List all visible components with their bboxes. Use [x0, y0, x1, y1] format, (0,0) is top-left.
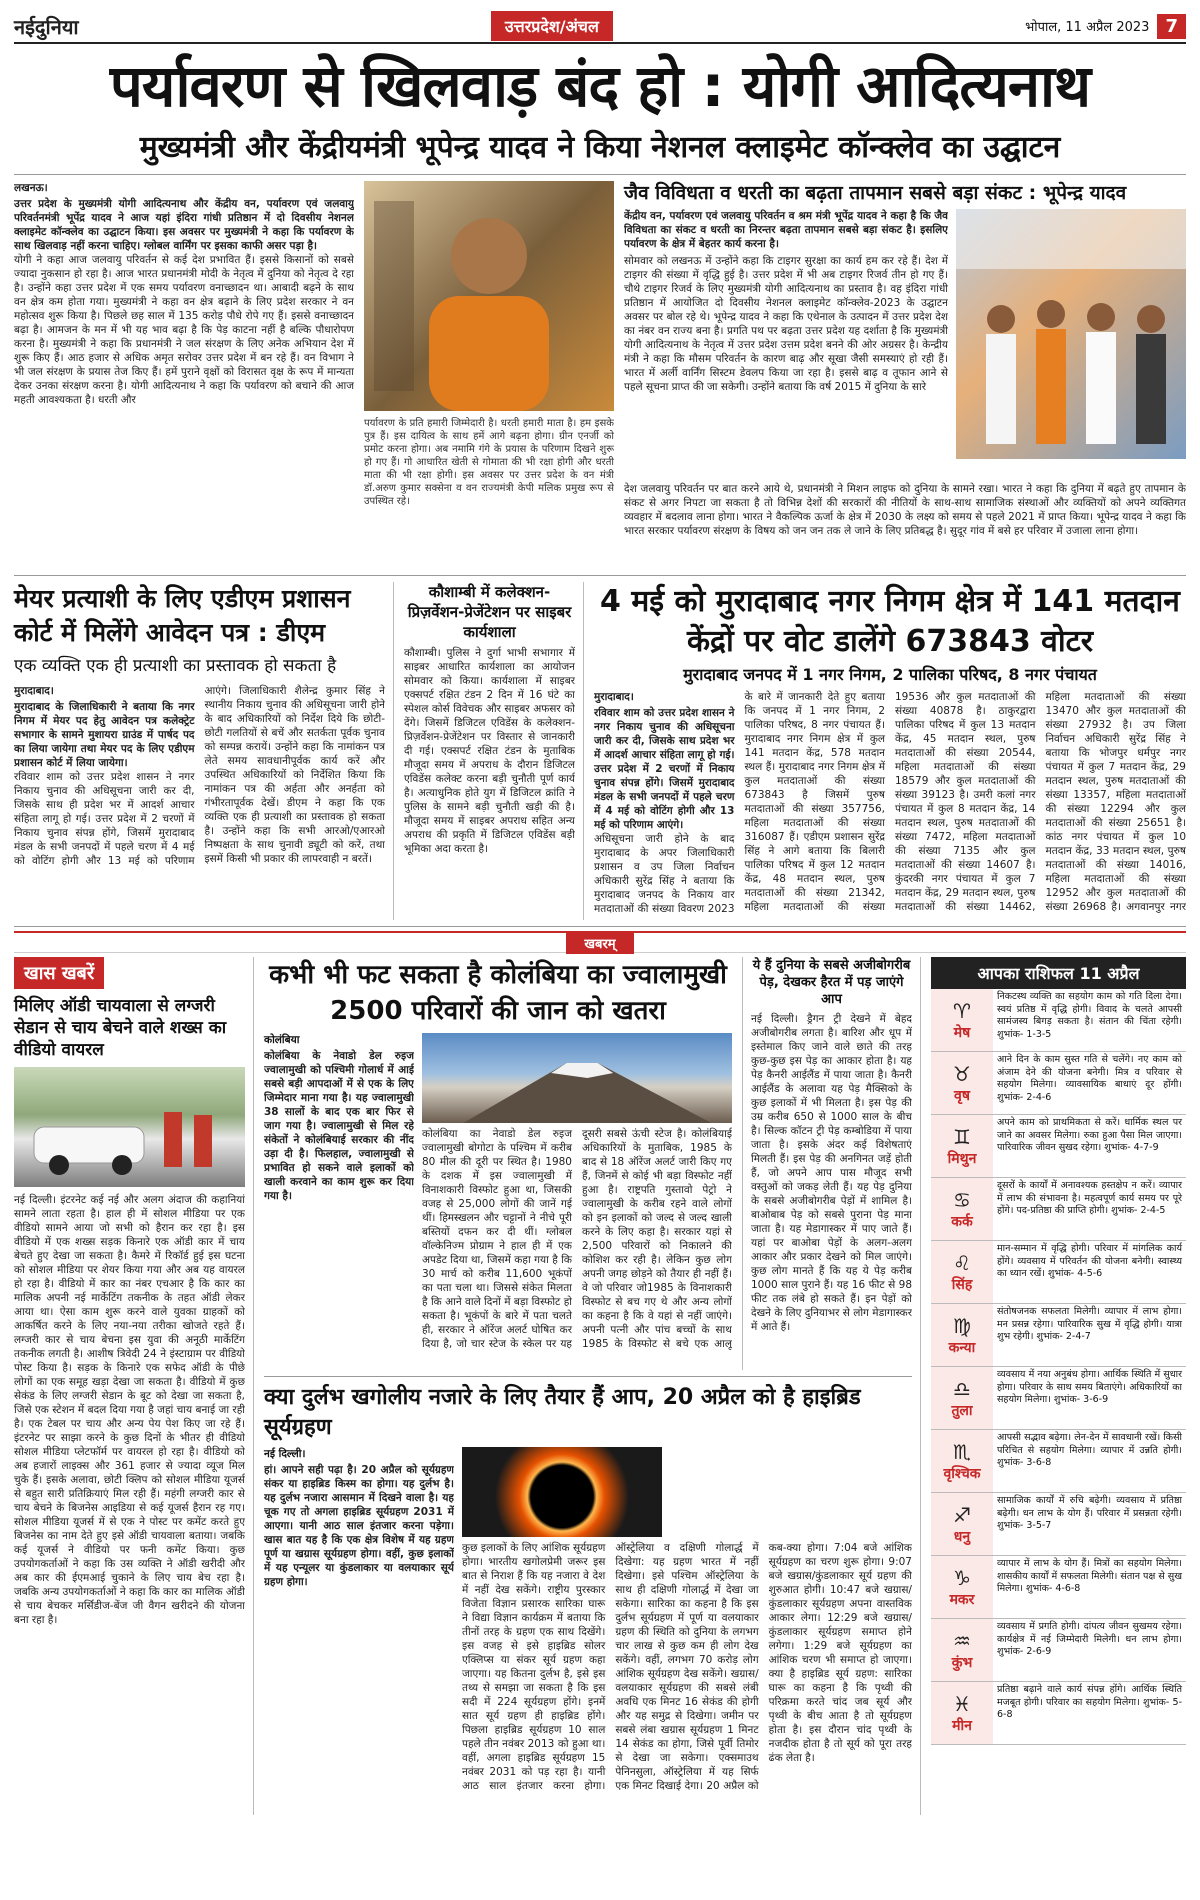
rashi-label	[931, 1619, 993, 1681]
rashifal-title: आपका राशिफल 11 अप्रैल	[931, 957, 1186, 989]
rashi-name: मेष	[953, 1024, 971, 1041]
lead-story-left	[14, 181, 354, 569]
side-body-2: देश जलवायु परिवर्तन पर बात करने आये थे, प्रधानमंत्री ने मिशन लाइफ को दुनिया के सामने रखा। भारत ने कहा कि दुनिया में बढ़ते हुए तापमान के संकट से अगर निपटा जा सकता है तो विभिन्न देशों की सरकारों की नीतियों के साथ-साथ सामाजिक संस्थाओं और व्यक्तियों को अपने व्यक्तिगत व्यवहार में बदलाव लाना होगा। भारत ने वैकल्पिक ऊर्जा के क्षेत्र में 2030 के लक्ष्य को समय से पहले 2021 में प्राप्त किया। भूपेन्द्र यादव ने कहा कि भारत सरकार पर्यावरण संरक्षण के विषय को जन जन तक ले जाने के लिए प्रतिबद्ध है। सुदूर गांव में बसे हर परिवार में उजाला लाना होगा।	[624, 483, 1186, 537]
eclipse-dateline: नई दिल्ली।	[264, 1448, 306, 1460]
rashi-row	[931, 1619, 1186, 1682]
zodiac-icon: ♊	[953, 1124, 971, 1149]
rashi-name: कर्क	[951, 1213, 973, 1230]
zodiac-icon: ♑	[953, 1565, 971, 1590]
rashi-text: आने दिन के काम सुस्त गति से चलेंगे। नए काम को अंजाम देने की योजना बनेगी। मित्र व परिवार से सहयोग मिलेगा। व्यावसायिक बाधाएं दूर होंगी। शुभांक- 2-4-6	[997, 1054, 1182, 1103]
zodiac-icon: ♓	[953, 1691, 971, 1716]
section-tag: उत्तरप्रदेश/अंचल	[491, 11, 613, 41]
volcano-story	[264, 957, 732, 1370]
rashi-name: मिथुन	[947, 1150, 977, 1167]
rashi-name: कुंभ	[951, 1654, 973, 1671]
audi-tea-photo	[14, 1067, 245, 1187]
rashi-name: धनु	[953, 1528, 971, 1545]
lead-intro: उत्तर प्रदेश के मुख्यमंत्री योगी आदित्यनाथ और केंद्रीय वन, पर्यावरण एवं जलवायु परिवर्तनमंत्री भूपेंद्र यादव ने आज यहां इंदिरा गांधी प्रतिष्ठान में दो दिवसीय नेशनल क्लाइमेट कॉन्क्लेव का उद्घाटन किया। इस अवसर पर मुख्यमंत्री ने कहा कि पर्यावरण के साथ खिलवाड़ नहीं करना चाहिए। ग्लोबल वार्मिंग पर इसका काफी असर पड़ा है।	[14, 198, 354, 252]
bottom-section	[14, 957, 1186, 1815]
rashi-row	[931, 1178, 1186, 1241]
zodiac-icon: ♋	[953, 1187, 971, 1212]
mayor-dateline: मुरादाबाद।	[14, 685, 54, 697]
rashi-row	[931, 1430, 1186, 1493]
tree-body: नई दिल्ली। ड्रैगन ट्री देखने में बेहद अजीबोगरीब लगता है। बारिश और धूप में इस्तेमाल किए जाने वाले छाते की तरह कुछ-कुछ इस पेड़ का आकार होता है। यह पेड़ कैनरी आईलैंड में पाया जाता है। कैनरी आईलैंड के अलावा यह पेड़ मैक्सिको के कुछ इलाकों में भी मिलता है। इस पेड़ की उम्र करीब 650 से 1000 साल के बीच है। सिल्क कॉटन ट्री पेड़ कम्बोडिया में पाया जाता है। इसके अंदर कई विशेषताएं मिलती हैं। इस पेड़ की अनगिनत जड़ें होती हैं, जो अपने आप पास मौजूद सभी वस्तुओं को जकड़ लेती हैं। यह पेड़ दुनिया के सबसे अजीबोगरीब पेड़ों में शामिल है। बाओबाब पेड़ को सबसे पुराना पेड़ माना जाता है। यह मेडागास्कर में पाए जाते हैं। यहां पर बाओबा पेड़ों के अलग-अलग आकार और प्रकार देखने को मिल जाएंगे। कुछ लोग मानते हैं कि यह ये पेड़ करीब 1000 साल पुराने हैं। यह 16 फीट से 98 फीट तक लंबे हो सकते हैं। इन पेड़ों को देखने के लिए दुनियाभर से लोग मेडागास्कर में आते हैं।	[751, 1013, 912, 1333]
mayor-text	[14, 684, 385, 908]
rashi-row	[931, 1052, 1186, 1115]
second-tier	[14, 582, 1186, 927]
rashi-row	[931, 1115, 1186, 1178]
rashi-text: अपने काम को प्राथमिकता से करें। धार्मिक स्थल पर जाने का अवसर मिलेगा। रुका हुआ पैसा मिल जाएगा। पारिवारिक जीवन सुखद रहेगा। शुभांक- 4-7-9	[997, 1117, 1182, 1153]
rashi-text: व्यवसाय में प्रगति होगी। दांपत्य जीवन सुखमय रहेगा। कार्यक्षेत्र में नई जिम्मेदारी मिलेगी। धन लाभ होगा। शुभांक- 2-6-9	[997, 1621, 1182, 1657]
lead-body: योगी ने कहा आज जलवायु परिवर्तन से कई देश प्रभावित हैं। इससे किसानों को सबसे ज्यादा नुकसान हो रहा है। आज भारत प्रधानमंत्री मोदी के नेतृत्व में दुनिया को नेतृत्व दे रहा है। उन्होंने कहा उत्तर प्रदेश में एक समय पर्यावरण वनाच्छादन था। आबादी बढ़ने के साथ वन क्षेत्र कम होता गया। मुख्यमंत्री ने कहा वन क्षेत्र बढ़ाने के लिए प्रदेश सरकार ने वन महोत्सव शुरू किया है। पिछले छह साल में 135 करोड़ पौधे रोपे गए हैं। इससे वनाच्छादन बढ़ा है। आमजन के मन में भी यह भाव बढ़ा है कि पेड़ काटना नहीं है बल्कि पौधारोपण करना है। मुख्यमंत्री ने कहा कि प्रधानमंत्री ने जल संरक्षण के लिए अनेक अभियान देश में शुरू किए हैं। आठ हजार से अधिक अमृत सरोवर उत्तर प्रदेश में बन रहे हैं। वन विभाग ने भी जल संरक्षण के प्रयास तेज किए हैं। हमें पुराने वृक्षों को विरासत वृक्ष के रूप में मान्यता देकर उनका संरक्षण करना है। योगी आदित्यनाथ ने कहा कि पर्यावरण को बचाने की आज महती आवश्यकता है। धरती और	[14, 254, 354, 406]
side-body: सोमवार को लखनऊ में उन्होंने कहा कि टाइगर सुरक्षा का कार्य हम कर रहे हैं। देश में टाइगर की संख्या में वृद्धि हुई है। उत्तर प्रदेश में भी अब टाइगर रिजर्व तीन हो गए हैं। चौथे टाइगर रिजर्व के लिए मुख्यमंत्री योगी आदित्यनाथ का प्रस्ताव है। वह इंदिरा गांधी प्रतिष्ठान में आयोजित दो दिवसीय नेशनल क्लाइमेट कॉन्क्लेव-2023 के उद्घाटन अवसर पर बोल रहे थे। भूपेन्द्र यादव ने कहा कि एथेनाल के उत्पादन में उत्तर प्रदेश देश का नंबर वन राज्य बना है। प्रगति पथ पर बढ़ता उत्तर प्रदेश यह दर्शाता है कि मुख्यमंत्री योगी आदित्यनाथ के नेतृत्व में उत्तर प्रदेश उत्तम प्रदेश बनने की ओर अग्रसर है। केन्द्रीय मंत्री ने कहा कि मौसम परिवर्तन के कारण बाढ़ और सूखा जैसी समस्याएं हो रही हैं। भारत में अर्ली वार्निंग सिस्टम डेवलप किया जा रहा है। इससे बाढ़ व तूफान आने से पहले सूचना प्राप्त की जा सकेगी। उन्होंने बताया कि वर्ष 2015 में दुनिया के सारे	[624, 255, 948, 393]
lead-photo-caption: पर्यावरण के प्रति हमारी जिम्मेदारी है। धरती हमारी माता है। हम इसके पुत्र हैं। इस दायित्व के साथ हमें आगे बढ़ना होगा। ग्रीन एनर्जी को प्रमोट करना होगा। अब नमामि गंगे के प्रयास के परिणाम दिखने शुरू हो गए हैं। गो आधारित खेती से गोमाता की भी रक्षा होगी और धरती माता की भी रक्षा होगी। इस अवसर पर उत्तर प्रदेश के वन मंत्री डॉ.अरुण कुमार सक्सेना व वन राज्यमंत्री केपी मलिक प्रमुख रूप से उपस्थित रहे।	[364, 418, 614, 507]
mayor-headline: मेयर प्रत्याशी के लिए एडीएम प्रशासन कोर्ट में मिलेंगे आवेदन पत्र : डीएम	[14, 584, 351, 647]
viral-body: नई दिल्ली। इंटरनेट कई नई और अलग अंदाज की कहानियां सामने लाता रहता है। हाल ही में सोशल मीडिया पर एक वीडियो सामने आया जो सभी को हैरान कर रहा है। इस वीडियो में एक शख्स सड़क किनारे एक ऑडी कार में चाय बेचते हुए देखा जा सकता है। कैमरे में रिकॉर्ड हुई इस घटना को सोशल मीडिया पर शेयर किया गया और अब यह वायरल हो रहा है। वीडियो में कार का नंबर एचआर है कि कार का मालिक अपनी नई मार्केटिंग तकनीक के तहत ऑडी लेकर आया था। ऐसा काम शुरू करने वाले युवका ग्राहकों को आकर्षित करने के लिए नया-नया तरीका खोजते रहते हैं। लग्जरी कार से चाय बेचना इस युवा की अनूठी मार्केटिंग तकनीक लगती है। आशीष त्रिवेदी 24 ने इंस्टाग्राम पर वीडियो पोस्ट किया है। सड़क के किनारे एक सफेद ऑडी के पीछे लोगों का एक समूह खड़ा देखा जा सकता है। वीडियो में कुछ सेकंड के लिए लग्जरी सेडान के बूट को देखा जा सकता है, जिसे एक स्टेशन में बदल दिया गया है जहां चाय बनाई जा रही है। एक टेबल पर चाय और अन्य पेय पेश किए जा रहे हैं। इंटरनेट पर साझा करने के कुछ दिनों के भीतर ही वीडियो सोशल मीडिया प्लेटफॉर्म पर वायरल हो रहा है। वीडियो को अब हजारों लाइक्स और 361 हजार से ज्यादा व्यूज मिल चुके हैं। इसके अलावा, छोटी क्लिप को सोशल मीडिया यूजर्स से बहुत सारी प्रतिक्रियाएं मिल रही हैं। महंगी लग्जरी कार से चाय बेचने के बिजनेस आइडिया से कई यूजर्स हैरान रह गए। सोशल मीडिया यूजर्स में से एक ने पोस्ट पर कमेंट करते हुए बिजनेस का नाम देते हुए इसे ऑडी चायवाला बताया। जबकि कई यूजर्स ने वीडियो पर फनी कमेंट किया। कुछ उपयोगकर्ताओं ने कहा कि उस व्यक्ति ने ऑडी खरीदी और अब कार की ईएमआई चुकाने के लिए चाय बेच रहा है। जबकि अन्य उपयोगकर्ताओं ने कहा कि कार का मालिक ऑडी से चाय बेचकर मर्सिडीज-बेंज जी वैगन खरीदने की योजना बना रहा है।	[14, 1194, 245, 1626]
rashi-row	[931, 1367, 1186, 1430]
cyber-story	[404, 582, 584, 920]
eclipse-intro: हां। आपने सही पढ़ा है। 20 अप्रैल को सूर्यग्रहण संकर या हाइब्रिड किस्म का होगा। यह दुर्लभ है। यह दुर्लभ नजारा आसमान में दिखने वाला है। यह चूक गए तो अगला हाइब्रिड सूर्यग्रहण 2031 में आएगा। यानी आठ साल इंतजार करना पड़ेगा। खास बात यह है कि एक क्षेत्र विशेष में यह ग्रहण पूर्ण या खग्रास सूर्यग्रहण होगा। वहीं, कुछ इलाकों में यह एन्यूलर या कुंडलाकार या वलयाकार सूर्य ग्रहण होगा।	[264, 1464, 454, 1588]
dignitaries-illustration	[956, 209, 1186, 459]
rashi-label	[931, 1115, 993, 1177]
conclave-photo	[956, 209, 1186, 459]
vote-story	[594, 582, 1186, 920]
lead-story	[14, 181, 1186, 576]
rashi-label	[931, 1178, 993, 1240]
lead-headline: पर्यावरण से खिलवाड़ बंद हो : योगी आदित्यनाथ	[109, 52, 1091, 120]
vote-dateline: मुरादाबाद।	[594, 691, 634, 703]
mayor-story	[14, 582, 394, 920]
rashi-label	[931, 1052, 993, 1114]
lead-photo-col	[364, 181, 614, 569]
vote-intro: रविवार शाम को उत्तर प्रदेश शासन ने नगर निकाय चुनाव की अधिसूचना जारी कर दी, जिसके साथ प्रदेश भर में आदर्श आचार संहिता लागू हो गई। उत्तर प्रदेश में 2 चरणों में निकाय चुनाव संपन्न होंगे। जिसमें मुरादाबाद मंडल के सभी जनपदों में पहले चरण में 4 मई को वोटिंग होगी और 13 मई को परिणाम आएंगे।	[594, 707, 735, 831]
zodiac-icon: ♌	[953, 1250, 971, 1275]
rashi-text: आपसी सद्भाव बढ़ेगा। लेन-देन में सावधानी रखें। किसी परिचित से सहयोग मिलेगा। व्यापार में उन्नति होगी। शुभांक- 3-6-8	[997, 1432, 1182, 1468]
rashi-label	[931, 1304, 993, 1366]
zodiac-icon: ♉	[953, 1061, 971, 1086]
volcano-body: कोलंबिया का नेवाडो डेल रुइज ज्वालामुखी बोगोटा के पश्चिम में करीब 80 मील की दूरी पर स्थित है। 1980 के दशक में इस ज्वालामुखी में विनाशकारी विस्फोट हुआ था, जिसकी वजह से 25,000 लोगों की जानें गई थीं। हिमस्खलन और चट्टानों ने नीचे पूरी बस्तियों दफन कर दी थीं। ग्लोबल वॉल्केनिज्म प्रोग्राम ने हाल ही में एक अपडेट दिया था, जिसमें कहा गया है कि 30 मार्च को करीब 11,600 भूकंपों का पता चला था। जिससे संकेत मिलता है कि आने वाले दिनों में बड़ा विस्फोट हो सकता है। भूकंपों के बारे में पता चलते ही, सरकार ने ऑरेंज अलर्ट घोषित कर दिया है, जो चार स्टेज के स्केल पर यह दूसरी सबसे ऊंची स्टेज है। कोलंबियाई अधिकारियों के मुताबिक, 1985 के बाद से 18 ऑरेंज अलर्ट जारी किए गए हैं, जिनमें से कोई भी बड़ा विस्फोट नहीं हुआ है। राष्ट्रपति गुस्तावो पेट्रो ने ज्वालामुखी के करीब रहने वाले लोगों को इन इलाकों को जल्द से जल्द खाली करने के लिए कहा है। सरकार यहां से 2,500 परिवारों को निकालने की कोशिश कर रही है। लेकिन कुछ लोग अपनी जगह छोड़ने को तैयार ही नहीं हैं। वे जो परिवार जो1985 के विनाशकारी विस्फोट से बच गए थे और अन्य लोगों का कहना है कि वे यहां से नहीं जाएंगे। अपनी पत्नी और पांच बच्चों के साथ 1985 के विस्फोट से बचे एक आलू	[422, 1128, 732, 1350]
rashi-text: मान-सम्मान में वृद्धि होगी। परिवार में मांगलिक कार्य होंगे। व्यवसाय में परिवर्तन की योजना बनेगी। स्वास्थ्य का ध्यान रखें। शुभांक- 4-5-6	[997, 1243, 1182, 1279]
rashifal-panel	[931, 957, 1186, 1815]
vote-subhead: मुरादाबाद जनपद में 1 नगर निगम, 2 पालिका परिषद, 8 नगर पंचायत	[683, 665, 1097, 684]
cyber-headline: कौशाम्बी में कलेक्शन-प्रिज़र्वेशन-प्रेजेंटेशन पर साइबर कार्यशाला	[407, 583, 572, 641]
rashi-row	[931, 1241, 1186, 1304]
rashifal-list	[931, 989, 1186, 1745]
viral-headline: मिलिए ऑडी चायवाला से लग्जरी सेडान से चाय बेचने वाले शख्स का वीडियो वायरल	[14, 996, 227, 1060]
volcano-intro: कोलंबिया के नेवाडो डेल रुइज ज्वालामुखी को पश्चिमी गोलार्ध में आई सबसे बड़ी आपदाओं में से एक के लिए जिम्मेदार माना गया है। यह ज्वालामुखी 38 सालों के बाद एक बार फिर से जाग गया है। ज्वालामुखी से मिल रहे संकेतों ने कोलंबियाई सरकार की नींद उड़ा दी है। फिलहाल, ज्वालामुखी से प्रभावित हो सकने वाले इलाकों को खाली करवाने का काम शुरू कर दिया गया है।	[264, 1050, 414, 1202]
volcano-tree-row	[264, 957, 912, 1377]
side-intro: केंद्रीय वन, पर्यावरण एवं जलवायु परिवर्तन व श्रम मंत्री भूपेंद्र यादव ने कहा है कि जैव विविधता का संकट व धरती का निरन्तर बढ़ता तापमान सबसे बड़ा संकट है। इसलिए पर्यावरण के क्षेत्र में बेहतर कार्य करना है।	[624, 210, 948, 250]
rashi-label	[931, 1367, 993, 1429]
masthead	[14, 10, 1186, 44]
lead-dateline: लखनऊ।	[14, 182, 48, 194]
eclipse-photo	[462, 1447, 662, 1537]
rashi-text: व्यापार में लाभ के योग हैं। मित्रों का सहयोग मिलेगा। शासकीय कार्यों में सफलता मिलेगी। संतान पक्ष से सुख मिलेगा। शुभांक- 4-6-8	[997, 1558, 1182, 1594]
volcano-headline: कभी भी फट सकता है कोलंबिया का ज्वालामुखी 2500 परिवारों की जान को खतरा	[269, 960, 727, 1026]
eclipse-headline: क्या दुर्लभ खगोलीय नजारे के लिए तैयार हैं आप, 20 अप्रैल को है हाइब्रिड सूर्यग्रहण	[264, 1385, 861, 1440]
rashi-name: वृश्चिक	[943, 1465, 981, 1482]
cyber-body: कौशाम्बी। पुलिस ने दुर्गा भाभी सभागार में साइबर आधारित कार्यशाला का आयोजन सोमवार को किया। कार्यशाला में साइबर एक्सपर्ट रक्षित टंडन 2 दिन में 16 घंटे का स्पेशल कोर्स विवेचक और साइबर अफसर को देंगे। जिसमें डिजिटल एविडेंस के कलेक्शन-प्रिज़र्वेशन-प्रेजेंटेशन पर विस्तार से जानकारी दी गई। एक्सपर्ट रक्षित टंडन के मुताबिक मौजूदा समय में अपराध के दौरान डिजिटल एविडेंस कलेक्ट करना बड़ी चुनौती पूर्ण कार्य है। अत्याधुनिक होते युग में डिजिटल क्रांति ने पुलिस के सामने बड़ी चुनौती खड़ी की है। मौजूदा समय में साइबर अपराध सहित अन्य अपराध की प्रकृति में डिजिटल एविडेंस बड़ी भूमिका अदा करता है।	[404, 647, 575, 855]
middle-stories	[264, 957, 921, 1815]
rashi-label	[931, 1556, 993, 1618]
rashi-text: निकटस्थ व्यक्ति का सहयोग काम को गति दिला देगा। स्वयं प्रतिष्ठ में वृद्धि होगी। विवाद के चलते आपसी सामंजस्य बिगड़ सकता है। संतान की चिंता रहेगी। शुभांक- 1-3-5	[997, 991, 1182, 1040]
rashi-label	[931, 989, 993, 1051]
rashi-text: संतोषजनक सफलता मिलेगी। व्यापार में लाभ होगा। मन प्रसन्न रहेगा। पारिवारिक सुख में वृद्धि होगी। यात्रा शुभ रहेगी। शुभांक- 2-4-7	[997, 1306, 1182, 1342]
vote-headline: 4 मई को मुरादाबाद नगर निगम क्षेत्र में 141 मतदान केंद्रों पर वोट डालेंगे 673843 वोटर	[600, 584, 1180, 659]
lead-text	[14, 181, 354, 564]
mayor-body: रविवार शाम को उत्तर प्रदेश शासन ने नगर निकाय चुनाव की अधिसूचना जारी कर दी, जिसके साथ ही प्रदेश भर में आदर्श आचार संहिता लागू हो गई। उत्तर प्रदेश में 2 चरणों में निकाय चुनाव संपन्न होंगे, जिसमें मुरादाबाद मंडल के सभी जनपदों में पहले चरण में 4 मई को वोटिंग होगी और 13 मई को परिणाम आएंगे। जिलाधिकारी शैलेन्द्र कुमार सिंह ने स्थानीय निकाय चुनाव की अधिसूचना जारी होने के बाद अधिकारियों को निर्देश दिये कि छोटी-छोटी गलतियों से बचें और सतर्कता पूर्वक चुनाव को सम्पन्न करायें। उन्होंने कहा कि नामांकन पत्र लेते समय सावधानीपूर्वक कार्य करें और उपस्थित अधिकारियों को निर्देशित किया कि नामांकन पत्र की अर्हता और अनर्हता को गंभीरतापूर्वक देखें। डीएम ने कहा कि एक व्यक्ति एक ही प्रत्याशी का प्रस्तावक हो सकता है। उन्होंने कहा कि सभी आरओ/एआरओ निष्पक्षता के साथ चुनावी ड्यूटी को करें, तथा इसमें किसी भी प्रकार की लापरवाही न बरतें।	[14, 685, 385, 867]
rashi-name: तुला	[951, 1402, 973, 1419]
yogi-photo	[364, 181, 614, 411]
rashi-name: सिंह	[951, 1276, 973, 1293]
section-band-label: खबरम्	[566, 932, 633, 954]
lead-subhead: मुख्यमंत्री और केंद्रीयमंत्री भूपेन्द्र यादव ने किया नेशनल क्लाइमेट कॉन्क्लेव का उद्घाटन	[14, 128, 1186, 175]
rashi-text: दूसरों के कार्यों में अनावश्यक हस्तक्षेप न करें। व्यापार में लाभ की संभावना है। महत्वपूर्ण कार्य समय पर पूरे होंगे। पद-प्रतिष्ठा की प्राप्ति होगी। शुभांक- 2-4-5	[997, 1180, 1182, 1216]
rashi-row	[931, 989, 1186, 1052]
dateline-block	[1025, 14, 1186, 39]
volcano-dateline: कोलंबिया	[264, 1034, 300, 1046]
side-headline: जैव विविधता व धरती का बढ़ता तापमान सबसे बड़ा संकट : भूपेन्द्र यादव	[624, 182, 1127, 204]
rashi-text: सामाजिक कार्यों में रुचि बढ़ेगी। व्यवसाय में प्रतिष्ठा बढ़ेगी। धन लाभ के योग हैं। परिवार में प्रसन्नता रहेगी। शुभांक- 3-5-7	[997, 1495, 1182, 1531]
rashi-name: मीन	[952, 1717, 972, 1734]
eclipse-body: कुछ इलाकों के लिए आंशिक सूर्यग्रहण होगा। भारतीय खगोलप्रेमी जरूर इस बात से निराश हैं कि यह नजारा वे देश में नहीं देख सकेंगे। राष्ट्रीय पुरस्कार विजेता विज्ञान प्रसारक सारिका घारू ने विद्या विज्ञान कार्यक्रम में बताया कि तीनों तरह के ग्रहण एक साथ दिखेंगे। इस वजह से इसे हाइब्रिड सोलर एक्लिप्स या संकर सूर्य ग्रहण कहा जाएगा। यह कितना दुर्लभ है, इसे इस तथ्य से समझा जा सकता है कि इस सदी में 224 सूर्यग्रहण होंगे। इनमें सात सूर्य ग्रहण ही हाइब्रिड होंगे। पिछला हाइब्रिड सूर्यग्रहण 10 साल पहले तीन नवंबर 2013 को हुआ था। वहीं, अगला हाइब्रिड सूर्यग्रहण 15 नवंबर 2031 को पड़ रहा है। यानी आठ साल इंतजार करना होगा। ऑस्ट्रेलिया व दक्षिणी गोलार्द्ध में दिखेगा: यह ग्रहण भारत में नहीं दिखेगा। इसे पश्चिम ऑस्ट्रेलिया के साथ ही दक्षिणी गोलार्द्ध में देखा जा सकेगा। सारिका का कहना है कि इस दुर्लभ सूर्यग्रहण में पूर्ण या वलयाकार ग्रहण की स्थिति को दुनिया के लगभग चार लाख से कुछ कम ही लोग देख सकेंगे। वहीं, लगभग 70 करोड़ लोग आंशिक सूर्यग्रहण देख सकेंगे। खग्रास/वलयाकार सूर्यग्रहण की सबसे लंबी अवधि एक मिनट 16 सेकंड की होगी और यह समुद्र से दिखेगा। जमीन पर सबसे लंबा खग्रास सूर्यग्रहण 1 मिनट 14 सेकंड का होगा, जिसे पूर्वी तिमोर से देखा जा सकेगा। एक्समाउथ पेनिनसुला, ऑस्ट्रेलिया में यह सिर्फ एक मिनट दिखाई देगा। 20 अप्रैल को कब-क्या होगा। 7:04 बजे आंशिक सूर्यग्रहण का चरण शुरू होगा। 9:07 बजे खग्रास/कुंडलाकार सूर्य ग्रहण की शुरुआत होगी। 10:47 बजे खग्रास/कुंडलाकार सूर्यग्रहण अपना वास्तविक आकार लेगा। 12:29 बजे खग्रास/कुंडलाकार सूर्यग्रहण समाप्त होने लगेगा। 1:29 बजे सूर्यग्रहण का आंशिक चरण भी समाप्त हो जाएगा। क्या है हाइब्रिड सूर्य ग्रहण: सारिका घारू का कहना है कि पृथ्वी की परिक्रमा करते चांद जब सूर्य और पृथ्वी के बीच आता है तो सूर्यग्रहण होता है। इस दौरान चांद पृथ्वी के नजदीक होता है तो सूर्य को पूरा तरह ढंक लेता है।	[462, 1542, 912, 1792]
volcano-photo	[422, 1033, 732, 1123]
rashi-label	[931, 1241, 993, 1303]
rashi-label	[931, 1682, 993, 1744]
rashi-row	[931, 1556, 1186, 1619]
tree-story	[742, 957, 912, 1370]
rashi-row	[931, 1304, 1186, 1367]
car-illustration	[14, 1067, 246, 1187]
dateline: भोपाल, 11 अप्रैल 2023	[1025, 20, 1150, 35]
rashi-row	[931, 1493, 1186, 1556]
eclipse-story	[264, 1377, 912, 1815]
zodiac-icon: ♎	[953, 1376, 971, 1401]
zodiac-icon: ♒	[953, 1628, 971, 1653]
rashi-label	[931, 1493, 993, 1555]
newspaper-logo: नईदुनिया	[14, 14, 79, 39]
zodiac-icon: ♏	[953, 1439, 971, 1464]
tree-headline: ये हैं दुनिया के सबसे अजीबोगरीब पेड़, देखकर हैरत में पड़ जाएंगे आप	[752, 958, 911, 1007]
rashi-text: प्रतिष्ठा बढ़ाने वाले कार्य संपन्न होंगे। आर्थिक स्थिति मजबूत होगी। परिवार का सहयोग मिलेगा। शुभांक- 5-6-8	[997, 1684, 1182, 1720]
rashi-name: कन्या	[948, 1339, 976, 1356]
zodiac-icon: ♈	[953, 998, 971, 1023]
vote-text	[594, 690, 1186, 916]
khaas-khabren-tag: खास खबरें	[14, 957, 104, 989]
vote-body: अधिसूचना जारी होने के बाद मुरादाबाद के अपर जिलाधिकारी प्रशासन व उप जिला निर्वाचन अधिकारी सुरेंद्र सिंह ने बताया कि मुरादाबाद जनपद के निकाय वार मतदाताओं की संख्या विवरण 2023 के बारे में जानकारी देते हुए बताया कि जनपद में 1 नगर निगम, 2 पालिका परिषद, 8 नगर पंचायत हैं। मुरादाबाद नगर निगम क्षेत्र में कुल 141 मतदान केंद्र, 578 मतदान स्थल हैं। मुरादाबाद नगर निगम क्षेत्र में कुल मतदाताओं की संख्या 673843 है जिसमें पुरुष मतदाताओं की संख्या 357756, महिला मतदाताओं की संख्या 316087 हैं। एडीएम प्रशासन सुरेंद्र सिंह ने आगे बताया कि बिलारी पालिका परिषद में कुल 12 मतदान केंद्र, 48 मतदान स्थल, पुरुष मतदाताओं की संख्या 21342, महिला मतदाताओं की संख्या 19536 और कुल मतदाताओं की संख्या 40878 है। ठाकुरद्वारा पालिका परिषद में कुल 13 मतदान केंद्र, 45 मतदान स्थल, पुरुष मतदाताओं की संख्या 20544, महिला मतदाताओं की संख्या 18579 और कुल मतदाताओं की संख्या 39123 है। उमरी कलां नगर पंचायत में कुल 8 मतदान केंद्र, 14 मतदान स्थल, पुरुष मतदाताओं की संख्या 7472, महिला मतदाताओं की संख्या 7135 और कुल मतदाताओं की संख्या 14607 है। कुंदरकी नगर पंचायत में कुल 7 मतदान केंद्र, 29 मतदान स्थल, पुरुष मतदाताओं की संख्या 14462, महिला मतदाताओं की संख्या 13470 और कुल मतदाताओं की संख्या 27932 है। उप जिला निर्वाचन अधिकारी सुरेंद्र सिंह ने बताया कि भोजपुर धर्मपुर नगर पंचायत में कुल 7 मतदान केंद्र, 29 मतदान स्थल, पुरुष मतदाताओं की संख्या 13357, महिला मतदाताओं की संख्या 12294 और कुल मतदाताओं की संख्या 25651 है। कांठ नगर पंचायत में कुल 10 मतदान केंद्र, 33 मतदान स्थल, पुरुष मतदाताओं की संख्या 14016, महिला मतदाताओं की संख्या 12952 और कुल मतदाताओं की संख्या 26968 है। अगवानपुर नगर	[594, 691, 1186, 915]
section-band	[14, 931, 1186, 953]
zodiac-icon: ♍	[953, 1313, 971, 1338]
mayor-intro: मुरादाबाद के जिलाधिकारी ने बताया कि नगर निगम में मेयर पद हेतु आवेदन पत्र कलेक्ट्रेट सभागार के सामने मुशायरा ग्राउंड में पार्षद पद का लिया जायेगा तथा मेयर पद के लिए एडीएम प्रशासन कोर्ट में लिया जायेगा।	[14, 701, 195, 769]
rashi-name: वृष	[954, 1087, 970, 1104]
rashi-text: व्यवसाय में नया अनुबंध होगा। आर्थिक स्थिति में सुधार होगा। परिवार के साथ समय बिताएंगे। अधिकारियों का सहयोग मिलेगा। शुभांक- 3-6-9	[997, 1369, 1182, 1405]
rashi-name: मकर	[949, 1591, 975, 1608]
viral-story	[14, 957, 254, 1815]
speaker-illustration	[364, 181, 614, 411]
rashi-row	[931, 1682, 1186, 1745]
page-number: 7	[1157, 14, 1186, 39]
volcano-illustration	[422, 1033, 732, 1123]
zodiac-icon: ♐	[953, 1502, 971, 1527]
mayor-subhead: एक व्यक्ति एक ही प्रत्याशी का प्रस्तावक हो सकता है	[14, 656, 337, 676]
rashi-label	[931, 1430, 993, 1492]
side-story	[624, 181, 1186, 569]
